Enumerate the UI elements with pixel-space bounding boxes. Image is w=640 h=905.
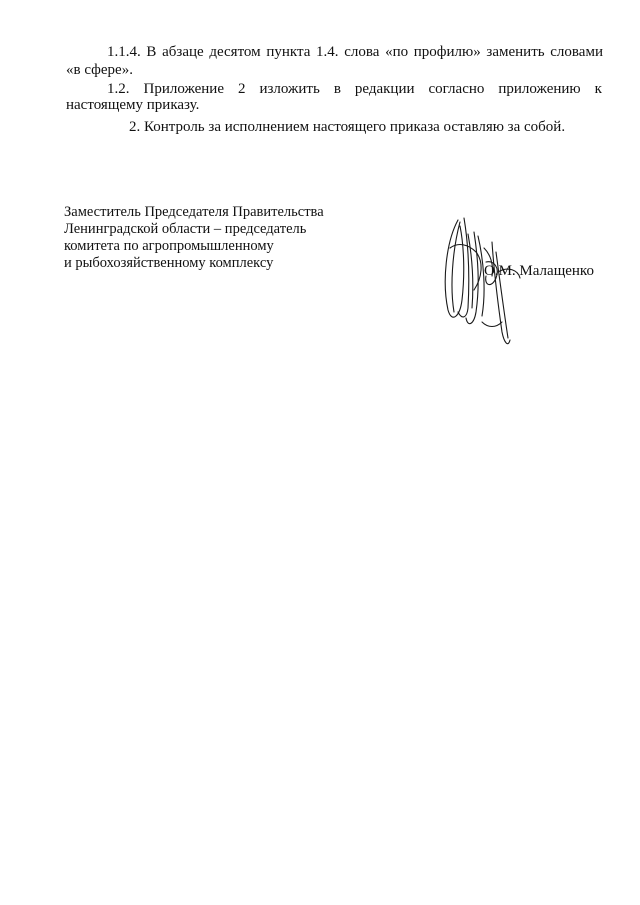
- word: 1.1.4.: [107, 44, 141, 60]
- word: 2: [237, 81, 246, 97]
- word: В: [146, 44, 157, 60]
- word: к: [594, 81, 602, 97]
- handwritten-signature: [438, 212, 528, 352]
- signatory-position-line-3: комитета по агропромышленному: [64, 238, 274, 254]
- paragraph-1-2-line-2: настоящему приказу.: [66, 97, 200, 113]
- paragraph-2: 2. Контроль за исполнением настоящего приказа оставляю за собой.: [129, 119, 566, 135]
- paragraph-1-1-4-line-1: [107, 43, 603, 61]
- word: профилю»: [413, 44, 481, 60]
- word: слова: [344, 44, 380, 60]
- word: 1.2.: [107, 81, 130, 97]
- word: пункта: [266, 44, 311, 60]
- word: приложению: [498, 81, 581, 97]
- signatory-name: О.М. Малащенко: [484, 263, 594, 279]
- word: заменить: [486, 44, 545, 60]
- word: Приложение: [143, 81, 224, 97]
- signatory-position-line-1: Заместитель Председателя Правительства: [64, 204, 324, 220]
- signatory-position-line-2: Ленинградской области – председатель: [64, 221, 307, 237]
- word: «по: [385, 44, 409, 60]
- word: десятом: [209, 44, 261, 60]
- word: словами: [550, 44, 603, 60]
- word: абзаце: [162, 44, 204, 60]
- paragraph-1-1-4-line-2: «в сфере».: [66, 62, 133, 78]
- word: редакции: [354, 81, 415, 97]
- word: изложить: [259, 81, 320, 97]
- signatory-position-line-4: и рыбохозяйственному комплексу: [64, 255, 274, 271]
- word: согласно: [428, 81, 485, 97]
- word: в: [333, 81, 341, 97]
- word: 1.4.: [316, 44, 339, 60]
